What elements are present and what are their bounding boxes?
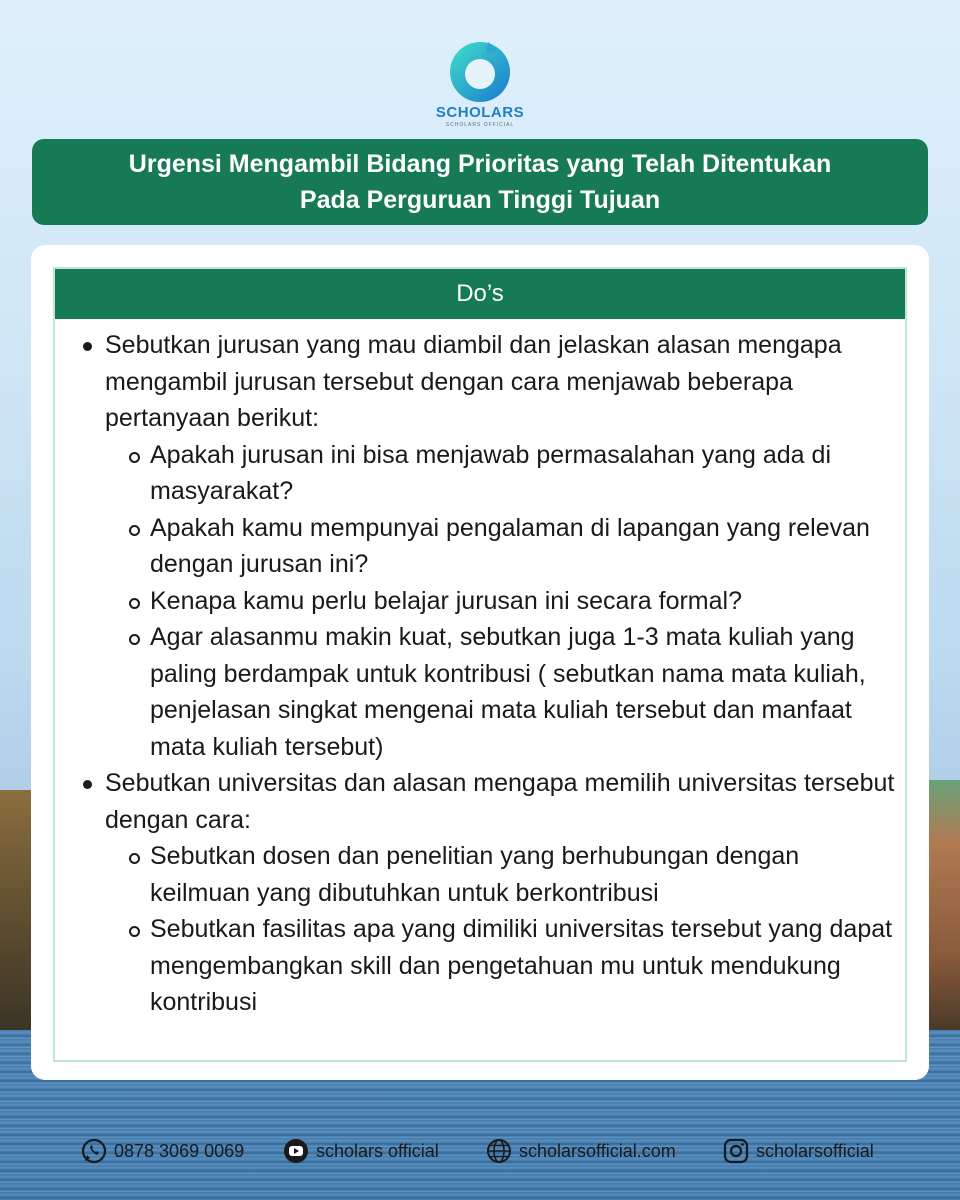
scholars-logo-mark — [432, 36, 528, 106]
sub-list-item — [83, 510, 903, 583]
footer-youtube[interactable] — [282, 1137, 439, 1165]
content-card — [31, 245, 929, 1080]
logo-tagline: SCHOLARS OFFICIAL — [445, 122, 515, 128]
background-city-right — [924, 780, 960, 1030]
globe-icon — [485, 1137, 513, 1165]
list-item — [83, 765, 903, 838]
list-item-text: Sebutkan jurusan yang mau diambil dan jelaskan alasan mengapa mengambil jurusan tersebut dengan cara menjawab beberapa pertanyaan berikut: — [105, 331, 842, 432]
sub-list-item-text: Kenapa kamu perlu belajar jurusan ini secara formal? — [150, 586, 742, 615]
scholars-logo — [432, 36, 528, 132]
list-item-text: Sebutkan universitas dan alasan mengapa memilih universitas tersebut dengan cara: — [105, 769, 895, 834]
footer-phone[interactable] — [80, 1137, 244, 1165]
title-line-1: Urgensi Mengambil Bidang Prioritas yang Telah Ditentukan — [128, 150, 832, 178]
footer-instagram[interactable] — [722, 1137, 874, 1165]
instagram-text: scholarsofficial — [756, 1140, 874, 1161]
sub-list-item-text: Sebutkan dosen dan penelitian yang berhubungan dengan keilmuan yang dibutuhkan untuk berkontribusi — [150, 842, 800, 907]
sub-list-item — [83, 583, 903, 620]
website-text: scholarsofficial.com — [519, 1140, 676, 1161]
phone-text: 0878 3069 0069 — [114, 1140, 245, 1161]
circle-bullet-icon — [129, 525, 140, 536]
contact-footer — [0, 1132, 960, 1172]
whatsapp-icon — [80, 1137, 108, 1165]
bullet-icon — [83, 780, 92, 789]
dos-panel — [53, 267, 907, 1062]
sub-list-item — [83, 619, 903, 765]
title-line-2: Pada Perguruan Tinggi Tujuan — [299, 186, 661, 214]
bullet-icon — [83, 342, 92, 351]
logo-text: SCHOLARS — [435, 104, 525, 121]
sub-list-item-text: Sebutkan fasilitas apa yang dimiliki universitas tersebut yang dapat mengembangkan skill dan pengetahuan mu untuk mendukung kontribusi — [150, 915, 893, 1016]
youtube-icon — [282, 1137, 310, 1165]
list-item — [83, 327, 903, 437]
dos-list — [83, 327, 903, 1021]
dos-header: Do’s — [55, 269, 905, 319]
circle-bullet-icon — [129, 853, 140, 864]
sub-list-item-text: Apakah jurusan ini bisa menjawab permasalahan yang ada di masyarakat? — [150, 440, 831, 505]
sub-list-item-text: Apakah kamu mempunyai pengalaman di lapangan yang relevan dengan jurusan ini? — [150, 513, 870, 578]
footer-website[interactable] — [485, 1137, 676, 1165]
title-banner — [32, 139, 928, 225]
circle-bullet-icon — [129, 634, 140, 645]
circle-bullet-icon — [129, 452, 140, 463]
sub-list-item-text: Agar alasanmu makin kuat, sebutkan juga 1-3 mata kuliah yang paling berdampak untuk kontribusi ( sebutkan nama mata kuliah, penjelasan singkat mengenai mata kuliah tersebut dan manfaat mata kuliah tersebut) — [150, 623, 866, 761]
sub-list-item — [83, 437, 903, 510]
circle-bullet-icon — [129, 926, 140, 937]
instagram-icon — [722, 1137, 750, 1165]
sub-list-item — [83, 838, 903, 911]
youtube-text: scholars official — [316, 1140, 439, 1161]
circle-bullet-icon — [129, 598, 140, 609]
sub-list-item — [83, 911, 903, 1021]
